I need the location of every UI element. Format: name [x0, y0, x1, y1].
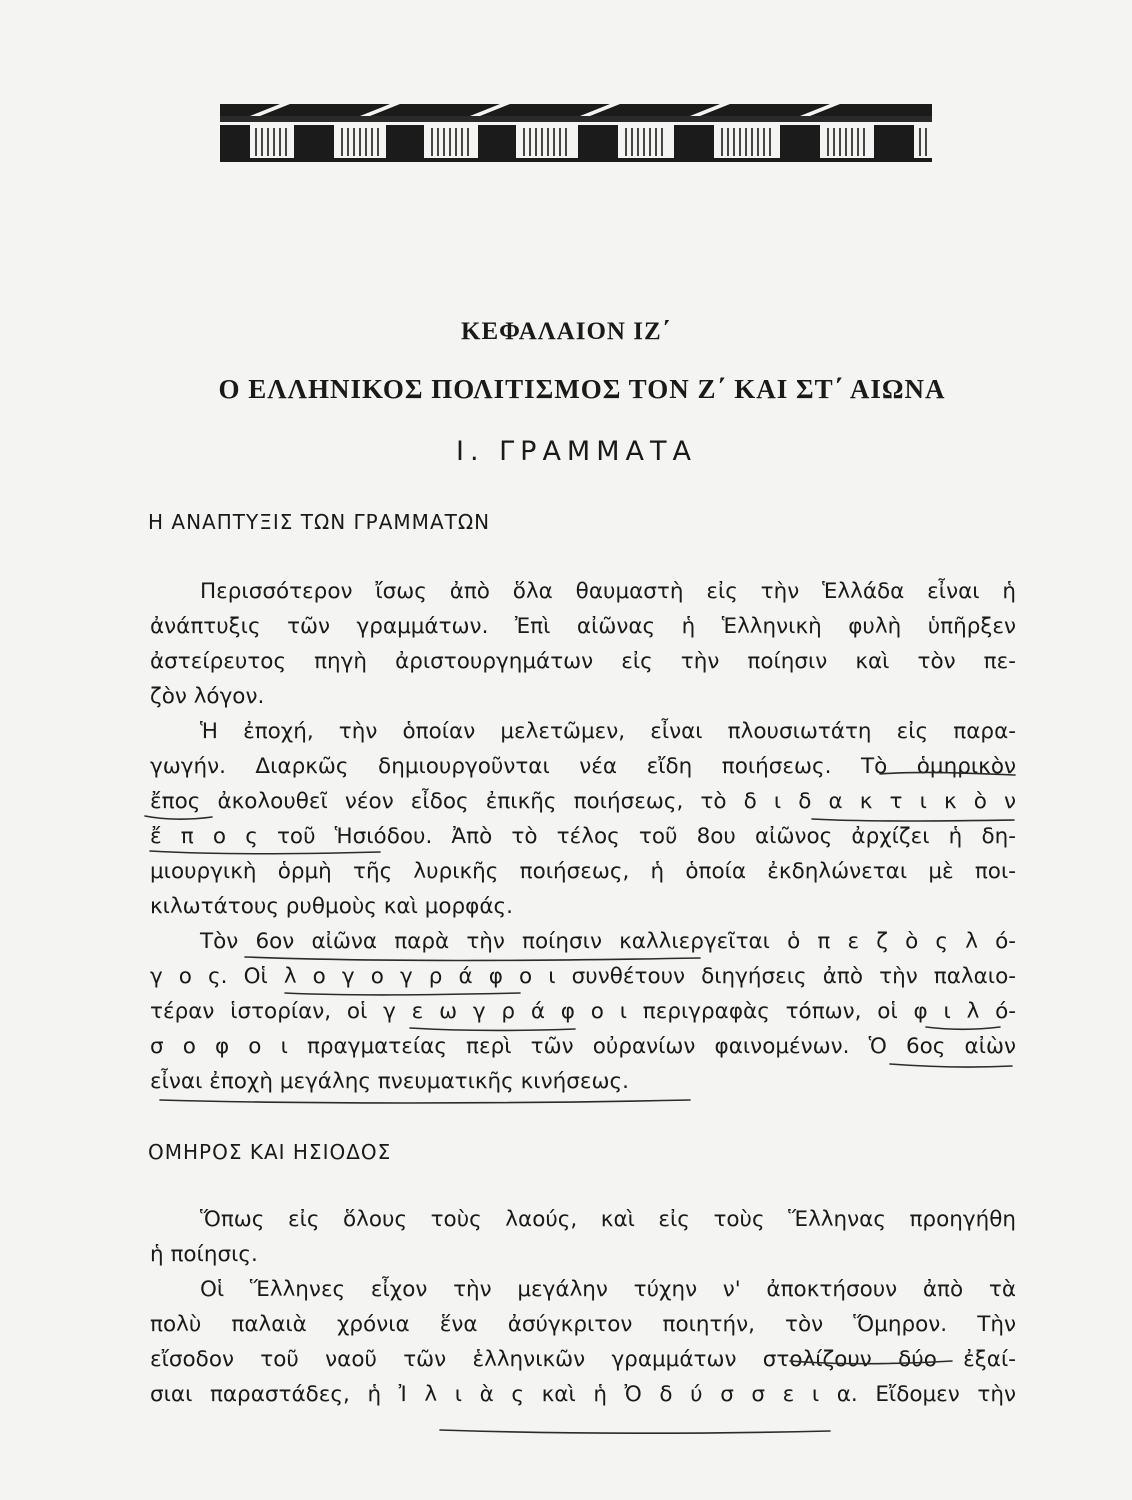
paragraph-line: εἴσοδον τοῦ ναοῦ τῶν ἑλληνικῶν γραμμάτων στολίζουν δύο ἐξαί- — [150, 1347, 1016, 1372]
underline-mark — [160, 1100, 690, 1103]
paragraph-line: μιουργικὴ ὁρμὴ τῆς λυρικῆς ποιήσεως, ἡ ὁποία ἐκδηλώνεται μὲ ποι- — [150, 859, 1016, 884]
subhead-development-of-letters: Η ΑΝΑΠΤΥΞΙΣ ΤΩΝ ΓΡΑΜΜΑΤΩΝ — [148, 510, 491, 534]
paragraph-5 — [150, 1272, 1016, 1412]
section-title: I. ΓΡΑΜΜΑΤΑ — [456, 436, 697, 467]
paragraph-4 — [150, 1202, 1016, 1272]
paragraph-1 — [150, 574, 1016, 714]
paragraph-line: πολὺ παλαιὰ χρόνια ἕνα ἀσύγκριτον ποιητήν, τὸν Ὅμηρον. Τὴν — [150, 1312, 1016, 1337]
paragraph-line: ἡ ποίησις. — [150, 1242, 258, 1267]
paragraph-line: σ ο φ ο ι πραγματείας περὶ τῶν οὐρανίων φαινομένων. Ὁ 6ος αἰὼν — [150, 1034, 1016, 1059]
paragraph-line: Ὅπως εἰς ὅλους τοὺς λαούς, καὶ εἰς τοὺς Ἕλληνας προηγήθη — [200, 1207, 1016, 1232]
paragraph-line: Οἱ Ἕλληνες εἶχον τὴν μεγάλην τύχην ν' ἀποκτήσουν ἀπὸ τὰ — [200, 1277, 1016, 1302]
paragraph-2 — [150, 714, 1016, 924]
paragraph-line: γ ο ς. Οἱ λ ο γ ο γ ρ ά φ ο ι συνθέτουν διηγήσεις ἀπὸ τὴν παλαιο- — [150, 964, 1016, 989]
chapter-label: ΚΕΦΑΛΑΙΟΝ ΙΖ΄ — [461, 318, 671, 345]
paragraph-line: ἔ π ο ς τοῦ Ἡσιόδου. Ἀπὸ τὸ τέλος τοῦ 8ου αἰῶνος ἀρχίζει ἡ δη- — [150, 824, 1016, 849]
paragraph-line: Ἡ ἐποχή, τὴν ὁποίαν μελετῶμεν, εἶναι πλουσιωτάτη εἰς παρα- — [200, 719, 1016, 744]
paragraph-line: σιαι παραστάδες, ἡ Ἰ λ ι ὰ ς καὶ ἡ Ὀ δ ύ σ σ ε ι α. Εἴδομεν τὴν — [150, 1382, 1016, 1407]
paragraph-line: ἀνάπτυξις τῶν γραμμάτων. Ἐπὶ αἰῶνας ἡ Ἑλληνικὴ φυλὴ ὑπῆρξεν — [150, 614, 1016, 639]
paragraph-line: εἶναι ἐποχὴ μεγάλης πνευματικῆς κινήσεως. — [150, 1069, 629, 1094]
paragraph-line: κιλωτάτους ρυθμοὺς καὶ μορφάς. — [150, 894, 513, 919]
paragraph-line: ἀστείρευτος πηγὴ ἀριστουργημάτων εἰς τὴν ποίησιν καὶ τὸν πε- — [150, 649, 1016, 674]
paragraph-line: Τὸν 6ον αἰῶνα παρὰ τὴν ποίησιν καλλιεργεῖται ὁ π ε ζ ὸ ς λ ό- — [200, 929, 1016, 954]
paragraph-line: τέραν ἱστορίαν, οἱ γ ε ω γ ρ ά φ ο ι περιγραφὰς τόπων, οἱ φ ι λ ό- — [150, 999, 1016, 1024]
paragraph-3 — [150, 924, 1016, 1099]
underline-mark — [440, 1430, 830, 1433]
chapter-title: Ο ΕΛΛΗΝΙΚΟΣ ΠΟΛΙΤΙΣΜΟΣ ΤΟΝ Ζ΄ ΚΑΙ ΣΤ΄ ΑΙΩΝΑ — [218, 374, 946, 404]
paragraph-line: γωγήν. Διαρκῶς δημιουργοῦνται νέα εἴδη ποιήσεως. Τὸ ὁμηρικὸν — [150, 754, 1016, 779]
subhead-homer-and-hesiod: ΟΜΗΡΟΣ ΚΑΙ ΗΣΙΟΔΟΣ — [148, 1140, 392, 1164]
paragraph-line: ἔπος ἀκολουθεῖ νέον εἶδος ἐπικῆς ποιήσεως, τὸ δ ι δ α κ τ ι κ ὸ ν — [150, 789, 1016, 814]
paragraph-line: Περισσότερον ἴσως ἀπὸ ὅλα θαυμαστὴ εἰς τὴν Ἑλλάδα εἶναι ἡ — [200, 579, 1016, 604]
header-ornament — [220, 104, 932, 162]
paragraph-line: ζὸν λόγον. — [150, 684, 265, 709]
